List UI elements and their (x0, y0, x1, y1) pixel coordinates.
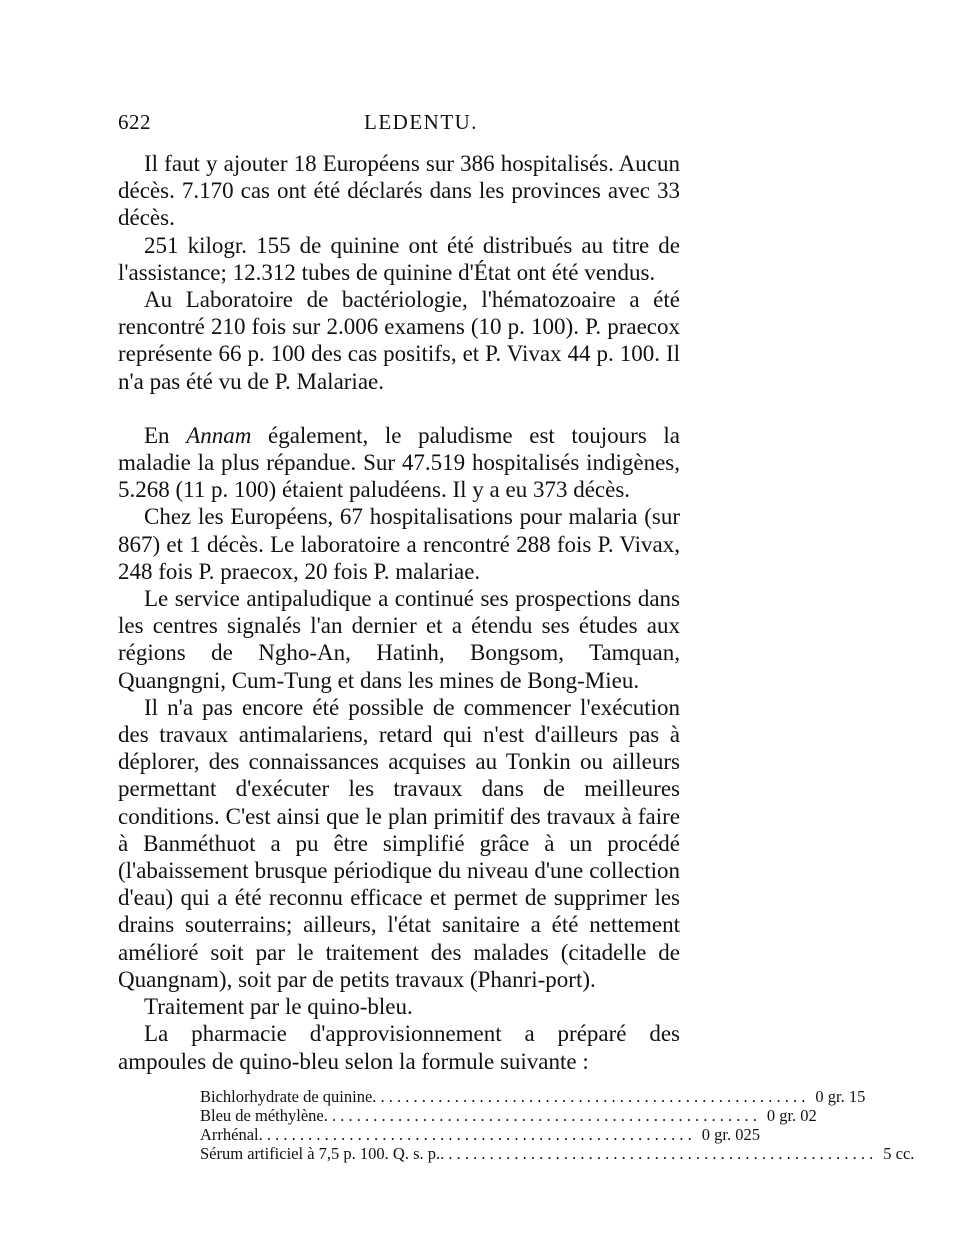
formula-ingredient: Bleu de méthylène (200, 1105, 324, 1125)
formula-ingredient: Sérum artificiel à 7,5 p. 100. Q. s. p. (200, 1143, 441, 1163)
region-name-italic: Annam (186, 422, 252, 448)
paragraph-annam (118, 422, 680, 504)
paragraph: Au Laboratoire de bactériologie, l'hématozoaire a été rencontré 210 fois sur 2.006 examens (10 p. 100). P. praecox représente 66 p. 100 des cas positifs, et P. Vivax 44 p. 100. Il n'a pas été vu de P. Malariae. (118, 287, 680, 394)
formula-quantity: 0 gr. 02 (766, 1105, 817, 1125)
formula-row (200, 1143, 915, 1163)
formula-table (200, 1086, 915, 1163)
dot-leader (372, 1087, 805, 1106)
paragraph: Il faut y ajouter 18 Européens sur 386 hospitalisés. Aucun décès. 7.170 cas ont été déclarés dans les provinces avec 33 décès. (118, 151, 680, 231)
formula-ingredient: Bichlorhydrate de quinine (200, 1086, 373, 1106)
paragraph: Chez les Européens, 67 hospitalisations pour malaria (sur 867) et 1 décès. Le laboratoire a rencontré 288 fois P. Vivax, 248 fois P. praecox, 20 fois P. malariae. (118, 504, 680, 584)
paragraph: Traitement par le quino-bleu. (144, 994, 413, 1020)
page-number: 622 (118, 110, 151, 134)
formula-quantity: 5 cc. (883, 1143, 915, 1163)
page-header (118, 110, 680, 150)
dot-leader (259, 1125, 692, 1144)
dot-leader (324, 1106, 757, 1125)
formula-quantity: 0 gr. 15 (815, 1086, 866, 1106)
paragraph: Le service antipaludique a continué ses prospections dans les centres signalés l'an dernier et a étendu ses études aux régions de Ngho-An, Hatinh, Bongsom, Tamquan, Quangngni, Cum-Tung et dans les mines de Bong-Mieu. (118, 586, 680, 693)
formula-quantity: 0 gr. 025 (701, 1124, 760, 1144)
formula-row (200, 1086, 866, 1106)
running-head: LEDENTU. (364, 110, 479, 134)
paragraph: Il n'a pas encore été possible de commencer l'exécution des travaux antimalariens, retard qui n'est d'ailleurs pas à déplorer, des connaissances acquises au Tonkin ou ailleurs permettant d'exécuter les travaux dans de meilleures conditions. C'est ainsi que le plan primitif des travaux à faire à Banméthuot a pu être simplifié grâce à un procédé (l'abaissement brusque périodique du niveau d'une collection d'eau) qui a été reconnu efficace et permet de supprimer les drains souterrains; ailleurs, l'état sanitaire a été nettement amélioré soit par le traitement des malades (citadelle de Quangnam), soit par de petits travaux (Phanri-port). (118, 694, 680, 992)
paragraph-lead-word: En (144, 422, 170, 448)
paragraph-text: également, le paludisme est toujours la maladie la plus répandue. Sur 47.519 hospitalisés indigènes, 5.268 (11 p. 100) étaient paludéens. Il y a eu 373 décès. (118, 422, 681, 503)
formula-ingredient: Arrhénal (200, 1124, 259, 1144)
paragraph: La pharmacie d'approvisionnement a préparé des ampoules de quino-bleu selon la formule suivante : (118, 1021, 680, 1074)
dot-leader (440, 1144, 873, 1163)
formula-row (200, 1105, 817, 1125)
book-page (118, 110, 915, 1163)
paragraph: 251 kilogr. 155 de quinine ont été distribués au titre de l'assistance; 12.312 tubes de quinine d'État ont été vendus. (118, 232, 680, 285)
formula-row (200, 1124, 760, 1144)
